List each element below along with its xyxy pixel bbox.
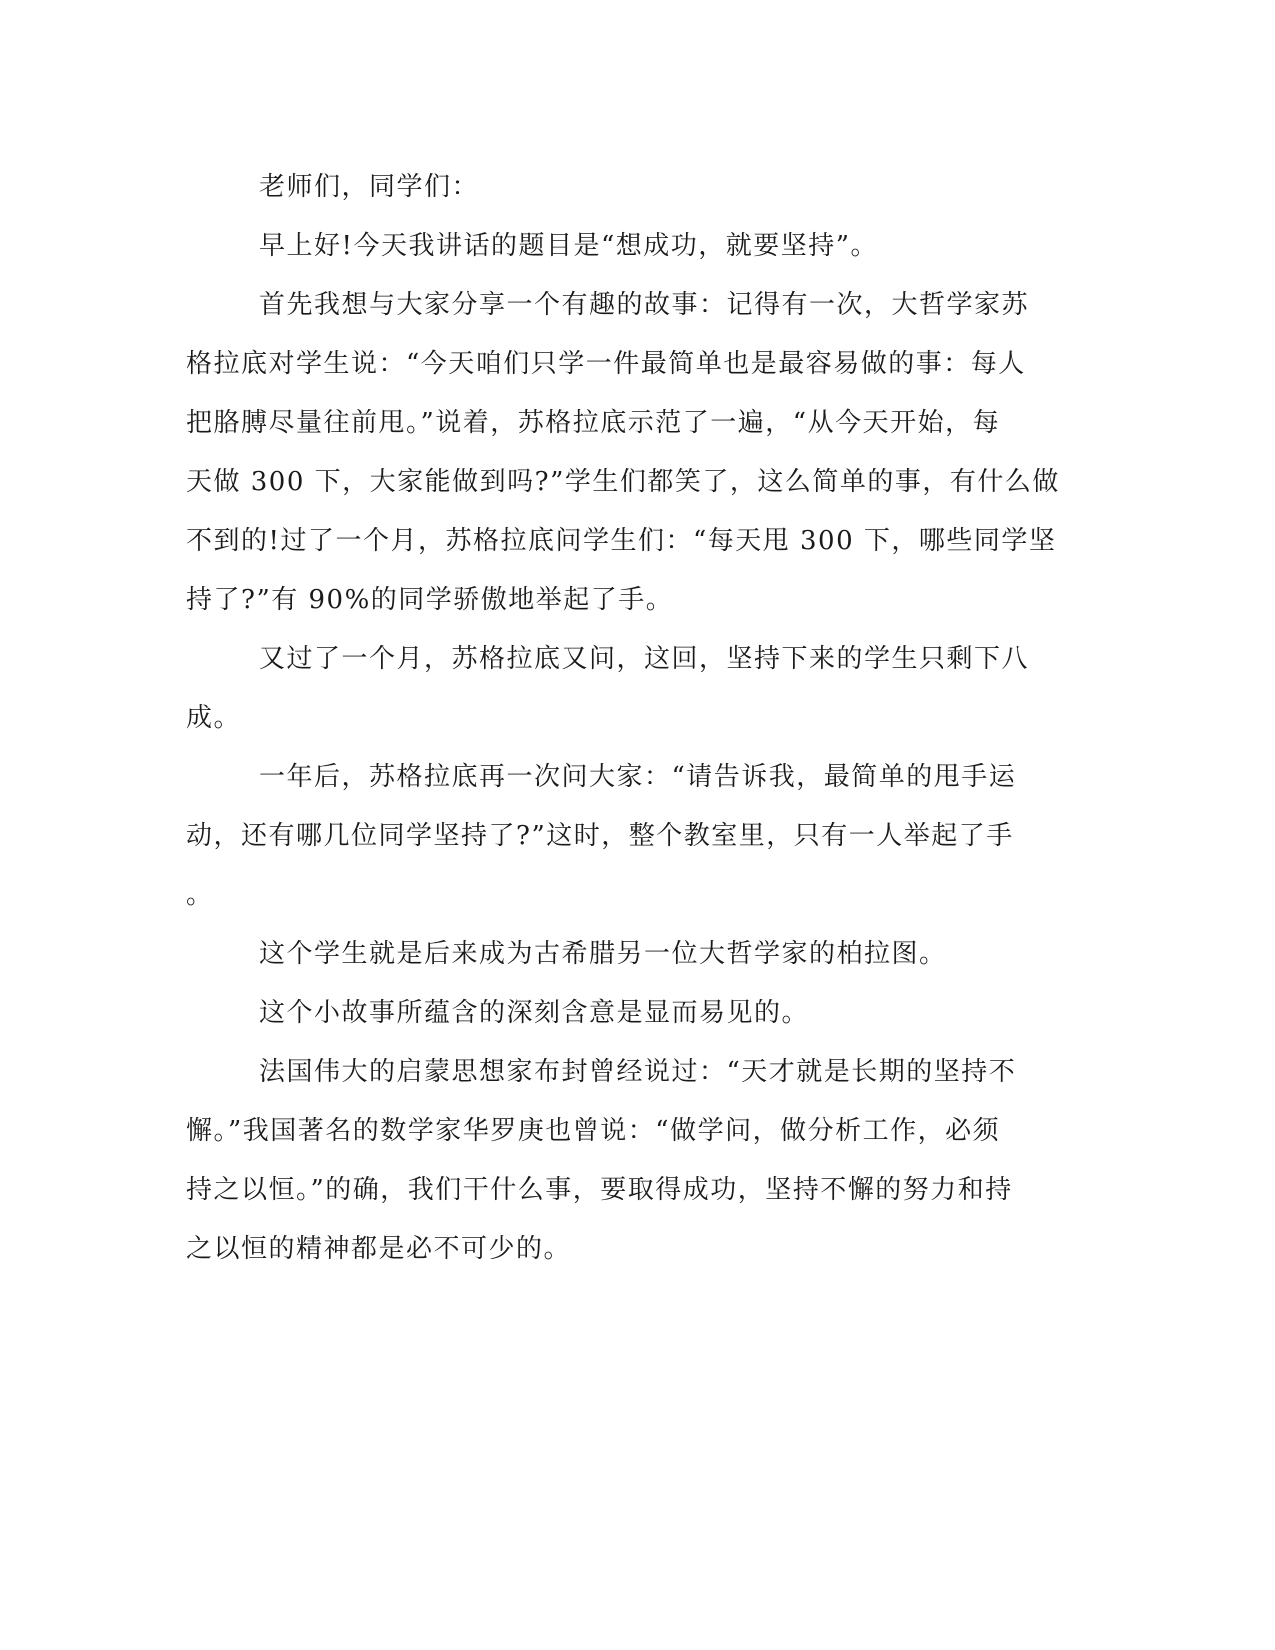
- speech-body: [186, 158, 1076, 1279]
- paragraph-line: 又过了一个月，苏格拉底又问，这回，坚持下来的学生只剩下八: [259, 644, 1030, 674]
- paragraph-line: 这个学生就是后来成为古希腊另一位大哲学家的柏拉图。: [259, 939, 947, 969]
- paragraph-line: 格拉底对学生说：“今天咱们只学一件最简单也是最容易做的事：每人: [186, 349, 1026, 379]
- paragraph-line: 之以恒的精神都是必不可少的。: [186, 1234, 572, 1264]
- plato-paragraph: [186, 925, 1076, 984]
- greeting-paragraph: [186, 217, 1076, 276]
- quotes-paragraph: [186, 1043, 1076, 1279]
- paragraph-line: 这个小故事所蕴含的深刻含意是显而易见的。: [259, 998, 810, 1028]
- paragraph-line: 持之以恒。”的确，我们干什么事，要取得成功，坚持不懈的努力和持: [186, 1175, 1013, 1205]
- paragraph-line: 持了?”有 90%的同学骄傲地举起了手。: [186, 585, 674, 615]
- paragraph-line: 。: [186, 880, 214, 910]
- one-year-later-paragraph: [186, 748, 1076, 925]
- salutation-line: 老师们，同学们：: [259, 172, 480, 202]
- story-intro-paragraph: [186, 276, 1076, 630]
- meaning-paragraph: [186, 984, 1076, 1043]
- paragraph-line: 成。: [186, 703, 242, 733]
- paragraph-line: 天做 300 下，大家能做到吗?”学生们都笑了，这么简单的事，有什么做: [186, 467, 1060, 497]
- paragraph-line: 把胳膊尽量往前甩。”说着，苏格拉底示范了一遍，“从今天开始，每: [186, 408, 1001, 438]
- paragraph-line: 首先我想与大家分享一个有趣的故事：记得有一次，大哲学家苏: [259, 290, 1030, 320]
- paragraph-line: 不到的!过了一个月，苏格拉底问学生们：“每天甩 300 下，哪些同学坚: [186, 526, 1057, 556]
- paragraph-line: 一年后，苏格拉底再一次问大家：“请告诉我，最简单的甩手运: [259, 762, 1017, 792]
- paragraph-line: 动，还有哪几位同学坚持了?”这时，整个教室里，只有一人举起了手: [186, 821, 1014, 851]
- paragraph-line: 懈。”我国著名的数学家华罗庚也曾说：“做学问，做分析工作，必须: [186, 1116, 1001, 1146]
- paragraph-line: 法国伟大的启蒙思想家布封曾经说过：“天才就是长期的坚持不: [259, 1057, 1017, 1087]
- salutation: [186, 158, 1076, 217]
- second-month-paragraph: [186, 630, 1076, 748]
- greeting-line: 早上好!今天我讲话的题目是“想成功，就要坚持”。: [259, 231, 879, 261]
